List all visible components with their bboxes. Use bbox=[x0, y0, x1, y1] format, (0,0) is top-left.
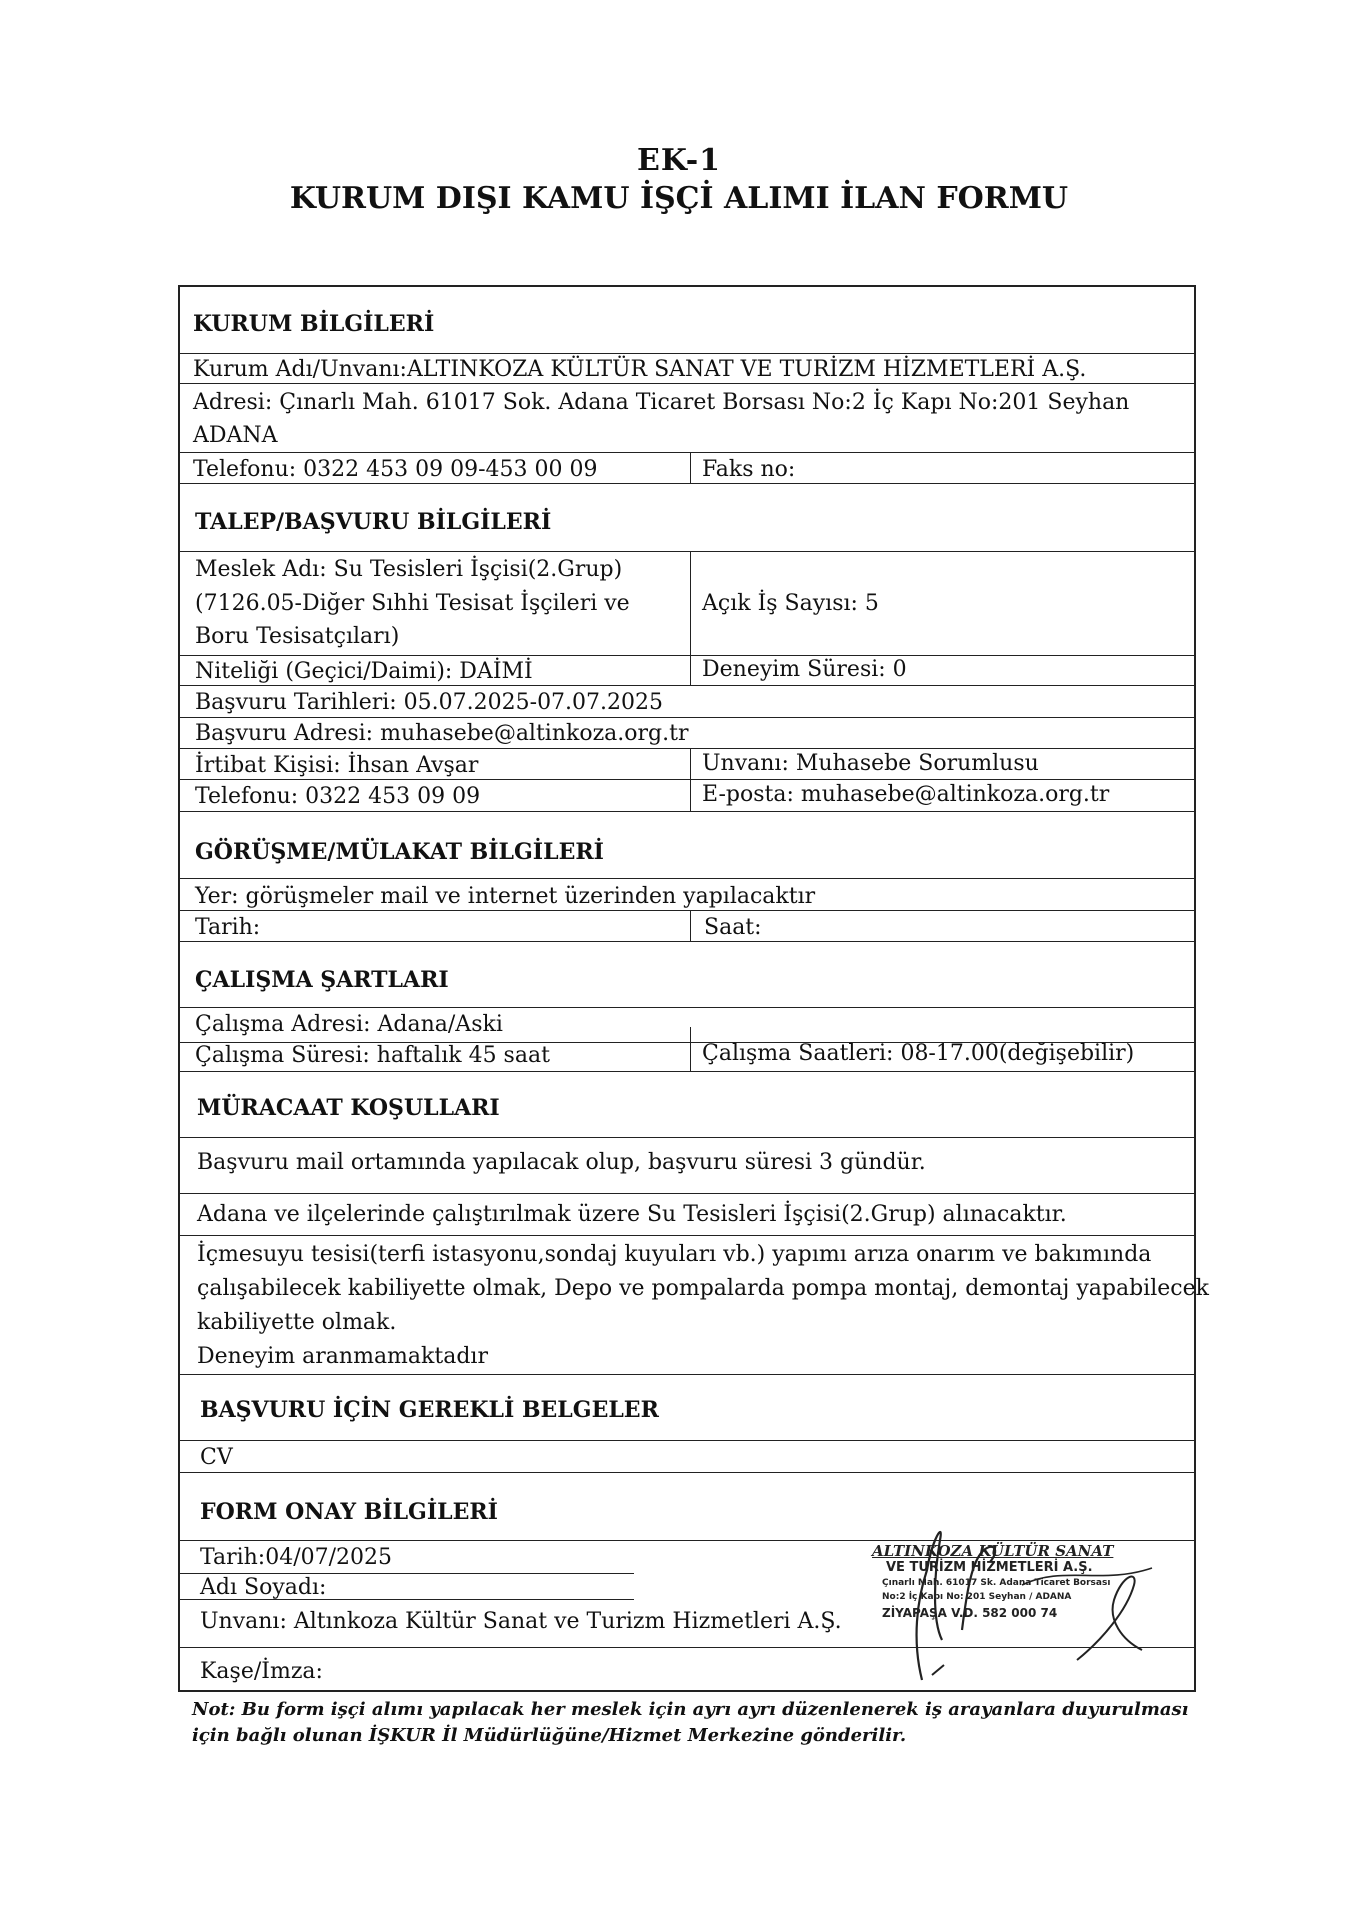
stamp-company-name-cont: VE TURİZM HİZMETLERİ A.Ş. bbox=[886, 1560, 1093, 1575]
stamp-company-name: ALTINKOZA KÜLTÜR SANAT bbox=[872, 1542, 1114, 1560]
row-divider bbox=[180, 1137, 1194, 1138]
contact-email: E-posta: muhasebe@altinkoza.org.tr bbox=[702, 782, 1110, 807]
job-title-line3: Boru Tesisatçıları) bbox=[195, 624, 400, 649]
row-divider bbox=[180, 779, 1194, 780]
job-title-line1: Meslek Adı: Su Tesisleri İşçisi(2.Grup) bbox=[195, 557, 623, 582]
row-divider bbox=[180, 1374, 1194, 1375]
application-address: Başvuru Adresi: muhasebe@altinkoza.org.tr bbox=[195, 721, 689, 746]
row-divider bbox=[180, 717, 1194, 718]
cell-divider bbox=[690, 1027, 691, 1071]
stamp-address-cont: No:2 İç Kapı No: 201 Seyhan / ADANA bbox=[882, 1592, 1072, 1602]
row-divider bbox=[180, 1235, 1194, 1236]
cell-divider bbox=[690, 551, 691, 685]
job-posting-form bbox=[178, 285, 1209, 1692]
cell-divider bbox=[690, 748, 691, 811]
section-heading-gorusme: GÖRÜŞME/MÜLAKAT BİLGİLERİ bbox=[195, 839, 604, 865]
row-divider bbox=[180, 452, 1194, 453]
document-title: KURUM DIŞI KAMU İŞÇİ ALIMI İLAN FORMU bbox=[289, 181, 1069, 216]
stamp-tax-office: ZİYAPAŞA V.D. 582 000 74 bbox=[882, 1606, 1058, 1620]
work-duration: Çalışma Süresi: haftalık 45 saat bbox=[195, 1043, 550, 1068]
application-condition-1: Başvuru mail ortamında yapılacak olup, başvuru süresi 3 gündür. bbox=[197, 1150, 926, 1175]
application-condition-4: Deneyim aranmamaktadır bbox=[197, 1344, 488, 1369]
work-hours: Çalışma Saatleri: 08-17.00(değişebilir) bbox=[702, 1041, 1135, 1066]
section-heading-talep: TALEP/BAŞVURU BİLGİLERİ bbox=[195, 509, 552, 535]
open-positions: Açık İş Sayısı: 5 bbox=[702, 591, 879, 616]
row-divider bbox=[180, 551, 1194, 552]
application-condition-2: Adana ve ilçelerinde çalıştırılmak üzere Su Tesisleri İşçisi(2.Grup) alınacaktır. bbox=[197, 1202, 1067, 1227]
section-heading-muracaat: MÜRACAAT KOŞULLARI bbox=[197, 1095, 500, 1121]
section-heading-kurum: KURUM BİLGİLERİ bbox=[193, 311, 435, 337]
row-divider bbox=[180, 1573, 634, 1574]
institution-address-line2: ADANA bbox=[193, 423, 278, 448]
interview-time: Saat: bbox=[704, 915, 762, 940]
row-divider bbox=[180, 748, 1194, 749]
row-divider bbox=[180, 1071, 1194, 1072]
section-heading-belgeler: BAŞVURU İÇİN GEREKLİ BELGELER bbox=[200, 1397, 659, 1423]
row-divider bbox=[180, 483, 1194, 484]
row-divider bbox=[180, 383, 1194, 384]
stamp-signature-label: Kaşe/İmza: bbox=[200, 1659, 323, 1684]
cell-divider bbox=[690, 910, 691, 941]
job-title-line2: (7126.05-Diğer Sıhhi Tesisat İşçileri ve bbox=[195, 591, 630, 616]
section-heading-onay: FORM ONAY BİLGİLERİ bbox=[200, 1499, 498, 1525]
annex-label: EK-1 bbox=[636, 143, 722, 178]
row-divider bbox=[180, 1440, 1194, 1441]
row-divider bbox=[180, 1472, 1194, 1473]
row-divider bbox=[180, 1193, 1194, 1194]
stamp-address: Çınarlı Mah. 61017 Sk. Adana Ticaret Borsası bbox=[882, 1578, 1111, 1588]
row-divider bbox=[180, 685, 1194, 686]
application-condition-3-line2: çalışabilecek kabiliyette olmak, Depo ve pompalarda pompa montaj, demontaj yapabilecek bbox=[197, 1276, 1209, 1301]
cell-divider bbox=[690, 452, 691, 483]
signature-mark bbox=[872, 1490, 1172, 1690]
application-condition-3-line1: İçmesuyu tesisi(terfi istasyonu,sondaj kuyuları vb.) yapımı arıza onarım ve bakımında bbox=[197, 1242, 1152, 1267]
form-footnote: Not: Bu form işçi alımı yapılacak her meslek için ayrı ayrı düzenlenerek iş arayanlara duyurulması için bağlı olunan İŞKUR İl Müdürlüğüne/Hizmet Merkezine gönderilir. bbox=[192, 1699, 1189, 1746]
approval-date: Tarih:04/07/2025 bbox=[200, 1545, 393, 1570]
contact-person: İrtibat Kişisi: İhsan Avşar bbox=[195, 753, 479, 778]
institution-name: Kurum Adı/Unvanı:ALTINKOZA KÜLTÜR SANAT VE TURİZM HİZMETLERİ A.Ş. bbox=[193, 357, 1087, 382]
experience-required: Deneyim Süresi: 0 bbox=[702, 657, 907, 682]
application-dates: Başvuru Tarihleri: 05.07.2025-07.07.2025 bbox=[195, 690, 664, 715]
contact-title: Unvanı: Muhasebe Sorumlusu bbox=[702, 751, 1039, 776]
required-document-cv: CV bbox=[200, 1445, 233, 1470]
row-divider bbox=[180, 1007, 1194, 1008]
institution-address-line1: Adresi: Çınarlı Mah. 61017 Sok. Adana Ticaret Borsası No:2 İç Kapı No:201 Seyhan bbox=[193, 390, 1130, 415]
row-divider bbox=[180, 811, 1194, 812]
application-condition-3-line3: kabiliyette olmak. bbox=[197, 1310, 397, 1335]
interview-date: Tarih: bbox=[195, 915, 261, 940]
approver-title: Unvanı: Altınkoza Kültür Sanat ve Turizm Hizmetleri A.Ş. bbox=[200, 1609, 842, 1634]
row-divider bbox=[180, 353, 1194, 354]
row-divider bbox=[180, 941, 1194, 942]
company-stamp bbox=[872, 1490, 1172, 1690]
row-divider bbox=[180, 878, 1194, 879]
position-nature: Niteliği (Geçici/Daimi): DAİMİ bbox=[195, 659, 533, 684]
row-divider bbox=[180, 910, 1194, 911]
institution-fax: Faks no: bbox=[702, 457, 796, 482]
institution-phone: Telefonu: 0322 453 09 09-453 00 09 bbox=[193, 457, 598, 482]
approver-name: Adı Soyadı: bbox=[200, 1575, 327, 1600]
section-heading-calisma: ÇALIŞMA ŞARTLARI bbox=[195, 967, 449, 993]
work-address: Çalışma Adresi: Adana/Aski bbox=[195, 1012, 503, 1037]
row-divider bbox=[180, 655, 1194, 656]
contact-phone: Telefonu: 0322 453 09 09 bbox=[195, 784, 481, 809]
interview-place: Yer: görüşmeler mail ve internet üzerinden yapılacaktır bbox=[195, 884, 816, 909]
